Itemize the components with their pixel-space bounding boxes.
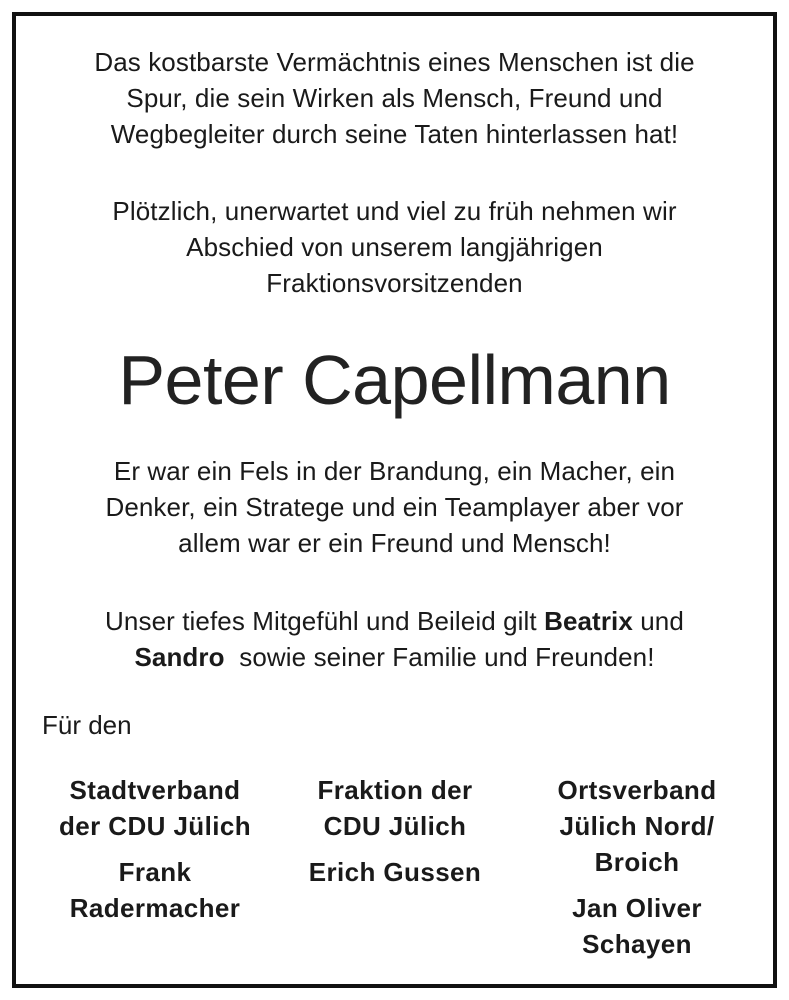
condolence-text: Unser tiefes Mitgefühl und Beileid gilt xyxy=(105,606,545,636)
for-label: Für den xyxy=(42,710,132,740)
signatory-block xyxy=(270,772,520,890)
bereaved-name: Beatrix xyxy=(544,606,633,636)
condolence-text: und xyxy=(632,606,684,636)
intro-line: Das kostbarste Vermächtnis eines Menschen ist die xyxy=(94,47,695,77)
signatory-line: Schayen xyxy=(582,929,692,959)
condolence-line xyxy=(16,603,773,639)
signatory-line: Jan Oliver xyxy=(572,893,702,923)
organization-line: Ortsverband xyxy=(557,775,717,805)
bereaved-name: Sandro xyxy=(134,642,225,672)
condolence xyxy=(16,603,773,675)
condolence-line xyxy=(16,639,773,675)
organization-name xyxy=(512,772,762,880)
intro-line: Spur, die sein Wirken als Mensch, Freund und xyxy=(126,83,663,113)
tribute-line: Denker, ein Stratege und ein Teamplayer aber vor xyxy=(105,492,684,522)
signatory-name xyxy=(270,854,520,890)
signatory-name xyxy=(512,890,762,962)
condolence-text: sowie seiner Familie und Freunden! xyxy=(224,642,655,672)
organization-line: Stadtverband xyxy=(69,775,241,805)
signatory-block xyxy=(30,772,280,926)
tribute-line: allem war er ein Freund und Mensch! xyxy=(178,528,611,558)
organization-name xyxy=(270,772,520,844)
signatory-line: Radermacher xyxy=(69,893,241,923)
organization-line: Broich xyxy=(594,847,680,877)
tribute xyxy=(16,453,773,561)
signatory-block xyxy=(512,772,762,962)
intro-line: Wegbegleiter durch seine Taten hinterlassen hat! xyxy=(110,119,679,149)
intro-quote xyxy=(16,44,773,152)
organization-name xyxy=(30,772,280,844)
announcement xyxy=(16,193,773,301)
organization-line: der CDU Jülich xyxy=(59,811,251,841)
organization-line: Jülich Nord/ xyxy=(559,811,715,841)
announcement-line: Abschied von unserem langjährigen xyxy=(186,232,603,262)
organization-line: CDU Jülich xyxy=(323,811,467,841)
signatory-line: Frank xyxy=(118,857,192,887)
announcement-line: Fraktionsvorsitzenden xyxy=(266,268,523,298)
obituary-frame xyxy=(12,12,777,988)
tribute-line: Er war ein Fels in der Brandung, ein Macher, ein xyxy=(113,456,676,486)
signatory-name xyxy=(30,854,280,926)
signatory-line: Erich Gussen xyxy=(308,857,482,887)
organization-line: Fraktion der xyxy=(317,775,473,805)
announcement-line: Plötzlich, unerwartet und viel zu früh nehmen wir xyxy=(112,196,677,226)
deceased-name: Peter Capellmann xyxy=(118,341,671,419)
